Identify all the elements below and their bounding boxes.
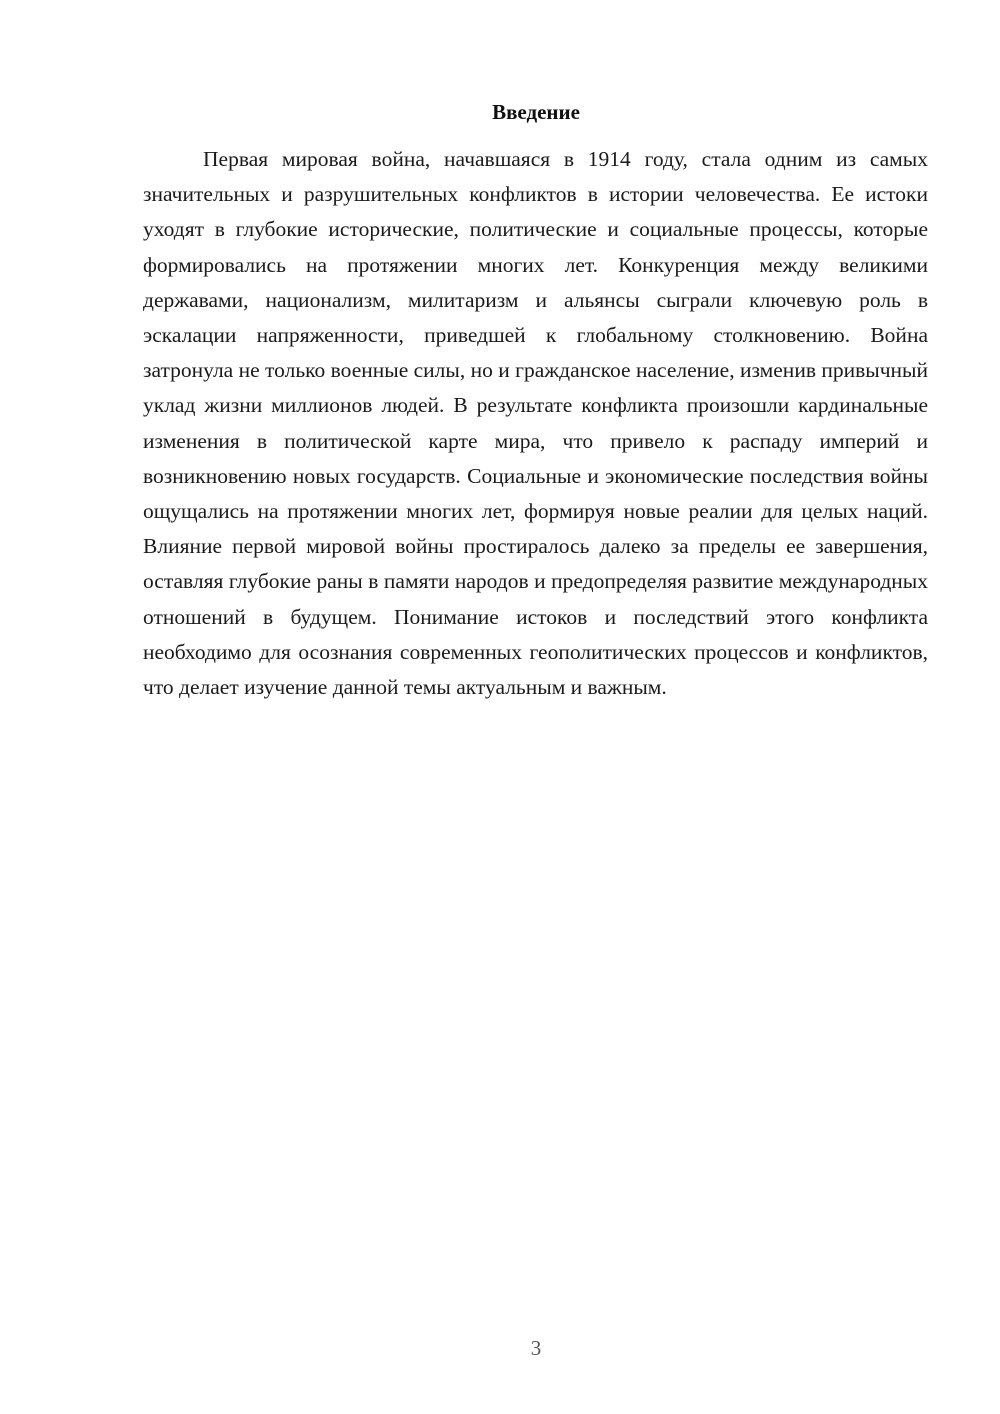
body-paragraph: Первая мировая война, начавшаяся в 1914 году, стала одним из самых значительных и разрушительных конфликтов в истории человечества. Ее истоки уходят в глубокие исторические, политические и социальные процессы, которые формировались на протяжении многих лет. Конкуренция между великими державами, национализм, милитаризм и альянсы сыграли ключевую роль в эскалации напряженности, приведшей к глобальному столкновению. Война затронула не только военные силы, но и гражданское население, изменив привычный уклад жизни миллионов людей. В результате конфликта произошли кардинальные изменения в политической карте мира, что привело к распаду империй и возникновению новых государств. Социальные и экономические последствия войны ощущались на протяжении многих лет, формируя новые реалии для целых наций. Влияние первой мировой войны простиралось далеко за пределы ее завершения, оставляя глубокие раны в памяти народов и предопределяя развитие международных отношений в будущем. Понимание истоков и последствий этого конфликта необходимо для осознания современных геополитических процессов и конфликтов, что делает изучение данной темы актуальным и важным. (143, 147, 928, 700)
page-number: 3 (530, 1336, 542, 1360)
section-heading: Введение (492, 100, 580, 124)
